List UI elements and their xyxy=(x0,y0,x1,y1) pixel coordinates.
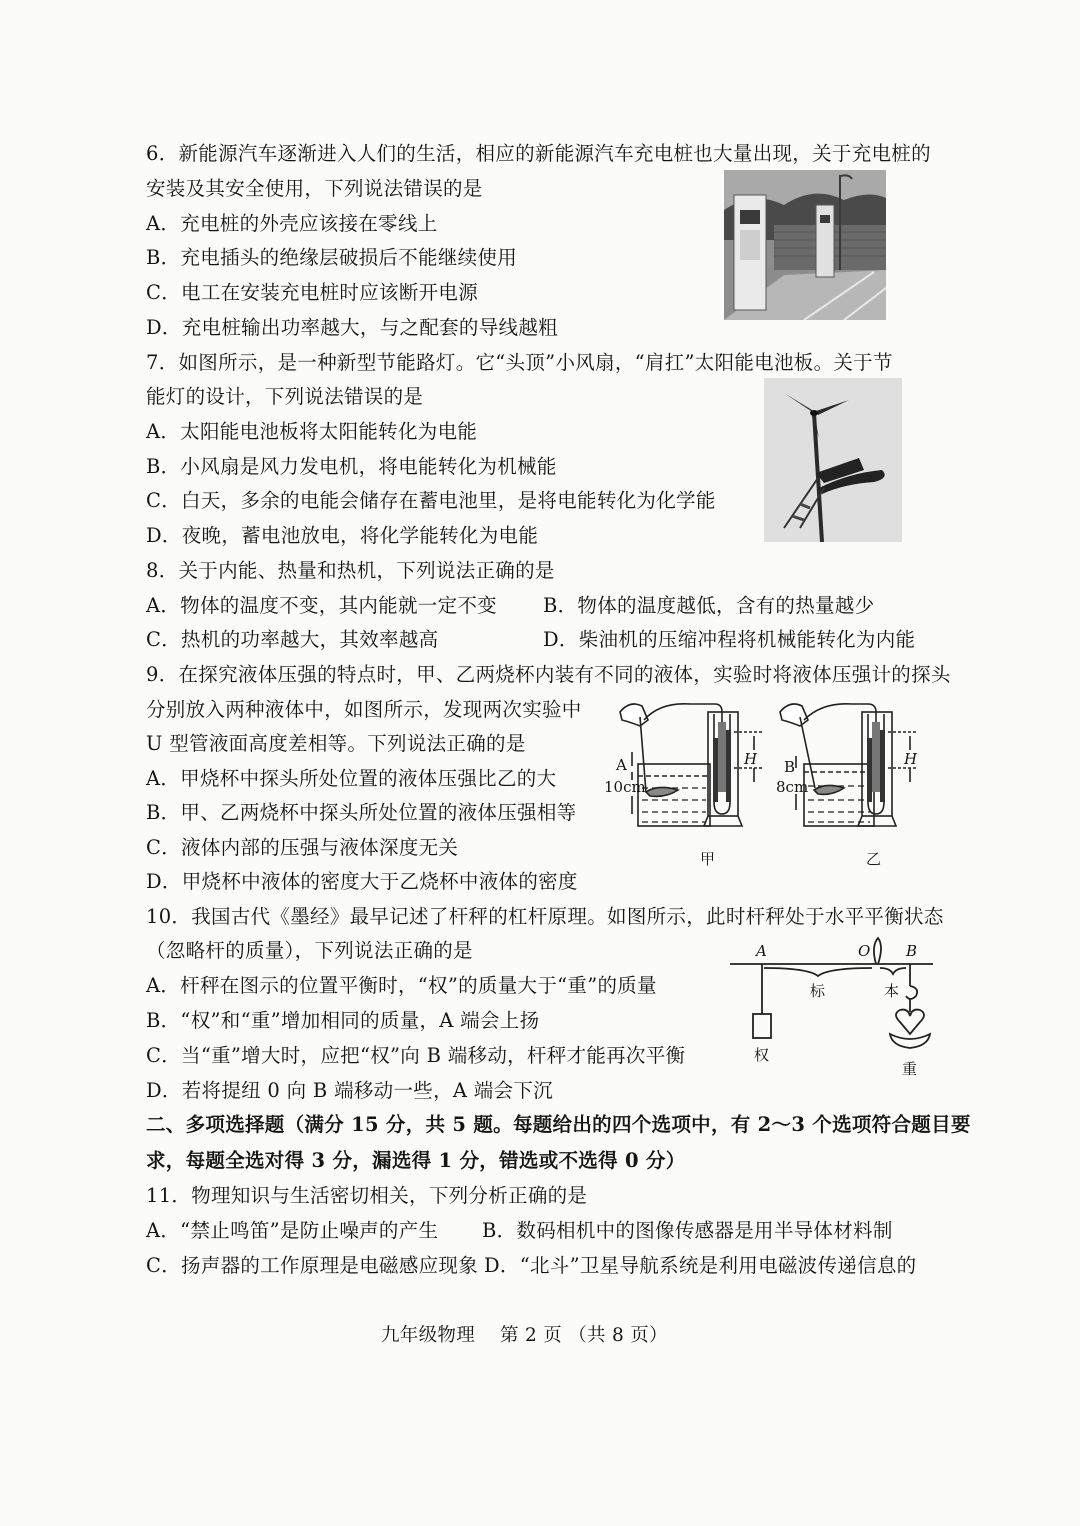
q6-option-d: D．充电桩输出功率越大，与之配套的导线越粗 xyxy=(146,316,558,339)
q7-option-b: B．小风扇是风力发电机，将电能转化为机械能 xyxy=(146,455,557,478)
q9-option-d: D．甲烧杯中液体的密度大于乙烧杯中液体的密度 xyxy=(146,870,578,893)
depth-10cm-label: 10cm xyxy=(604,778,646,796)
caption-yi: 乙 xyxy=(866,850,882,868)
q9-stem-line1: 9．在探究液体压强的特点时，甲、乙两烧杯内装有不同的液体，实验时将液体压强计的探头 xyxy=(146,663,951,686)
q7-option-c: C．白天，多余的电能会储存在蓄电池里，是将电能转化为化学能 xyxy=(146,489,716,512)
q9-option-b: B．甲、乙两烧杯中探头所处位置的液体压强相等 xyxy=(146,801,577,824)
depth-8cm-label: 8cm xyxy=(776,778,809,796)
q11-option-a: A．“禁止鸣笛”是防止噪声的产生 xyxy=(146,1219,439,1242)
charging-station-photo xyxy=(724,170,886,320)
q10-option-d: D．若将提纽 0 向 B 端移动一些，A 端会下沉 xyxy=(146,1079,553,1102)
q10-stem-line1: 10．我国古代《墨经》最早记述了杆秤的杠杆原理。如图所示，此时杆秤处于水平平衡状态 xyxy=(146,905,944,928)
ben-label: 本 xyxy=(884,982,900,1000)
q11-option-c: C．扬声器的工作原理是电磁感应现象 xyxy=(146,1254,479,1277)
street-lamp-photo xyxy=(764,378,902,542)
q10-option-a: A．杆秤在图示的位置平衡时，“权”的质量大于“重”的质量 xyxy=(146,974,657,997)
q8-option-c: C．热机的功率越大，其效率越高 xyxy=(146,628,439,651)
section2-heading-line2: 求，每题全选对得 3 分，漏选得 1 分，错选或不选得 0 分） xyxy=(146,1149,686,1172)
q9-stem-line3: U 型管液面高度差相等。下列说法正确的是 xyxy=(146,732,526,755)
section2-heading-line1: 二、多项选择题（满分 15 分，共 5 题。每题给出的四个选项中，有 2～3 个选项符合题目要 xyxy=(146,1113,971,1136)
q11-option-b: B．数码相机中的图像传感器是用半导体材料制 xyxy=(482,1219,893,1242)
biao-label: 标 xyxy=(810,982,826,1000)
q8-option-a: A．物体的温度不变，其内能就一定不变 xyxy=(146,594,497,617)
q8-option-d: D．柴油机的压缩冲程将机械能转化为内能 xyxy=(543,628,916,651)
q11-option-d: D．“北斗”卫星导航系统是利用电磁波传递信息的 xyxy=(484,1254,917,1277)
q10-option-b: B．“权”和“重”增加相同的质量，A 端会上扬 xyxy=(146,1009,540,1032)
caption-jia: 甲 xyxy=(700,850,716,868)
q6-option-c: C．电工在安装充电桩时应该断开电源 xyxy=(146,281,479,304)
page-footer: 九年级物理 第 2 页 （共 8 页） xyxy=(381,1325,668,1346)
pivot-o-label: O xyxy=(858,942,871,960)
pressure-gauge-figure xyxy=(600,692,930,872)
q10-option-c: C．当“重”增大时，应把“权”向 B 端移动，杆秤才能再次平衡 xyxy=(146,1044,686,1067)
q7-option-d: D．夜晚，蓄电池放电，将化学能转化为电能 xyxy=(146,524,539,547)
point-b-label: B xyxy=(906,942,918,960)
q7-option-a: A．太阳能电池板将太阳能转化为电能 xyxy=(146,420,478,443)
height-h-left-label: H xyxy=(744,750,758,768)
q11-stem: 11．物理知识与生活密切相关，下列分析正确的是 xyxy=(146,1184,588,1207)
q6-stem-line2: 安装及其安全使用，下列说法错误的是 xyxy=(146,177,483,200)
q9-option-c: C．液体内部的压强与液体深度无关 xyxy=(146,836,459,859)
q8-option-b: B．物体的温度越低，含有的热量越少 xyxy=(543,594,875,617)
height-h-right-label: H xyxy=(904,750,918,768)
quan-label: 权 xyxy=(754,1046,770,1064)
q7-stem-line2: 能灯的设计，下列说法错误的是 xyxy=(146,385,424,408)
q9-option-a: A．甲烧杯中探头所处位置的液体压强比乙的大 xyxy=(146,767,557,790)
q6-stem-line1: 6．新能源汽车逐渐进入人们的生活，相应的新能源汽车充电桩也大量出现，关于充电桩的 xyxy=(146,142,931,165)
q6-option-b: B．充电插头的绝缘层破损后不能继续使用 xyxy=(146,246,518,269)
point-a-label: A xyxy=(616,756,627,774)
q8-stem: 8．关于内能、热量和热机，下列说法正确的是 xyxy=(146,559,555,582)
q7-stem-line1: 7．如图所示，是一种新型节能路灯。它“头顶”小风扇，“肩扛”太阳能电池板。关于节 xyxy=(146,351,893,374)
q6-option-a: A．充电桩的外壳应该接在零线上 xyxy=(146,212,438,235)
point-a-label: A xyxy=(756,942,767,960)
q9-stem-line2: 分别放入两种液体中，如图所示，发现两次实验中 xyxy=(146,698,582,721)
steelyard-figure xyxy=(728,936,938,1081)
zhong-label: 重 xyxy=(902,1060,918,1078)
point-b-label: B xyxy=(784,758,796,776)
q10-stem-line2: （忽略杆的质量），下列说法正确的是 xyxy=(146,939,473,962)
